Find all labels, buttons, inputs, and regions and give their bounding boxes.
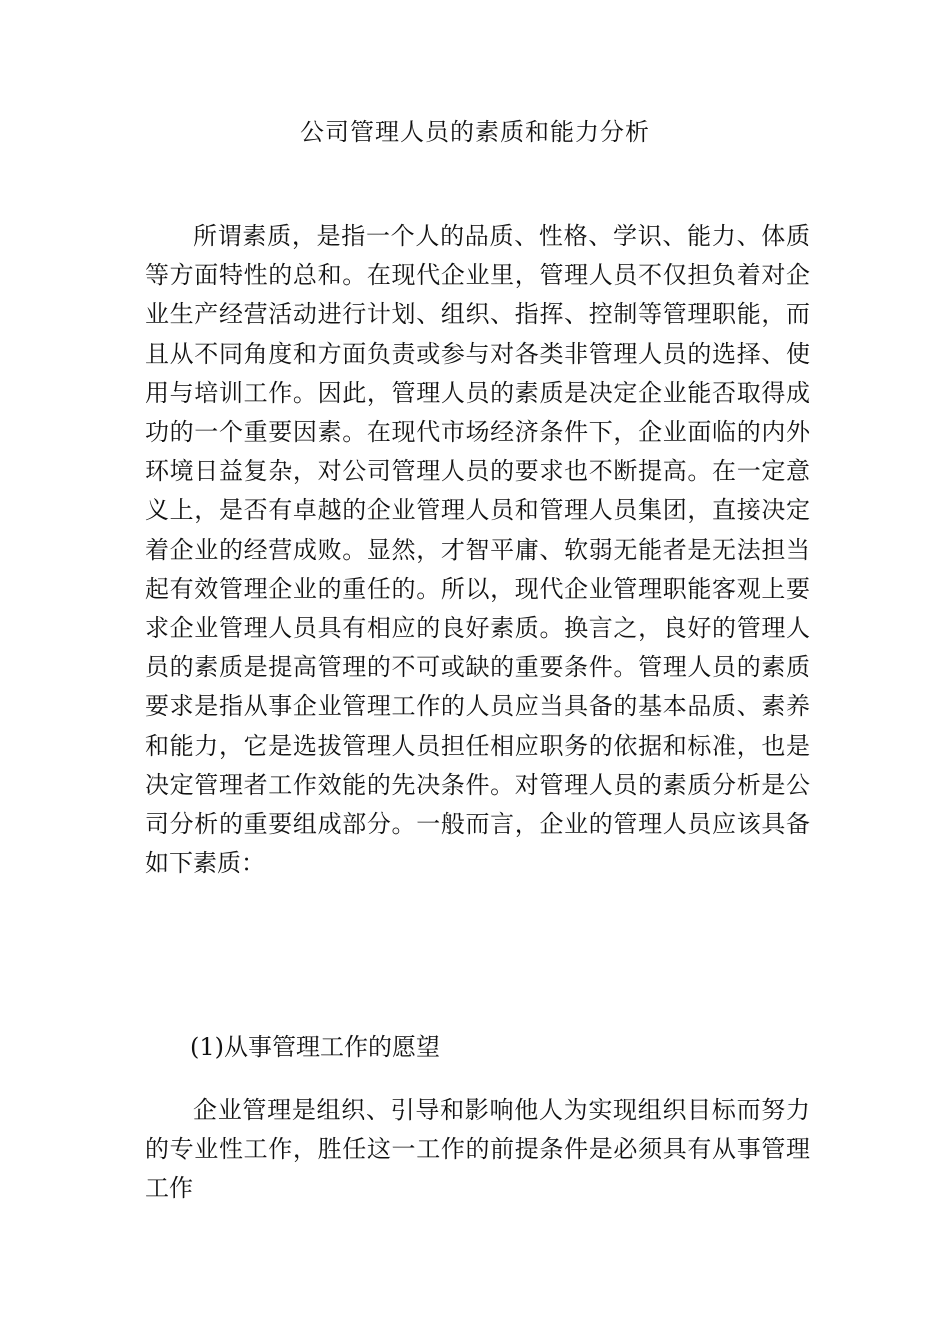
document-title: 公司管理人员的素质和能力分析 [300, 118, 650, 146]
section-1-body [145, 1091, 810, 1209]
section-paragraph: 企业管理是组织、引导和影响他人为实现组织目标而努力的专业性工作，胜任这一工作的前提条件是必须具有从事管理工作 [145, 1096, 810, 1203]
intro-paragraph: 所谓素质，是指一个人的品质、性格、学识、能力、体质等方面特性的总和。在现代企业里，管理人员不仅担负着对企业生产经营活动进行计划、组织、指挥、控制等管理职能，而且从不同角度和方面负责或参与对各类非管理人员的选择、使用与培训工作。因此，管理人员的素质是决定企业能否取得成功的一个重要因素。在现代市场经济条件下，企业面临的内外环境日益复杂，对公司管理人员的要求也不断提高。在一定意义上，是否有卓越的企业管理人员和管理人员集团，直接决定着企业的经营成败。显然，才智平庸、软弱无能者是无法担当起有效管理企业的重任的。所以，现代企业管理职能客观上要求企业管理人员具有相应的良好素质。换言之，良好的管理人员的素质是提高管理的不可或缺的重要条件。管理人员的素质要求是指从事企业管理工作的人员应当具备的基本品质、素养和能力，它是选拔管理人员担任相应职务的依据和标准，也是决定管理者工作效能的先决条件。对管理人员的素质分析是公司分析的重要组成部分。一般而言，企业的管理人员应该具备如下素质： [145, 222, 810, 878]
section-heading: (1)从事管理工作的愿望 [190, 1033, 440, 1061]
intro-section [145, 217, 810, 883]
